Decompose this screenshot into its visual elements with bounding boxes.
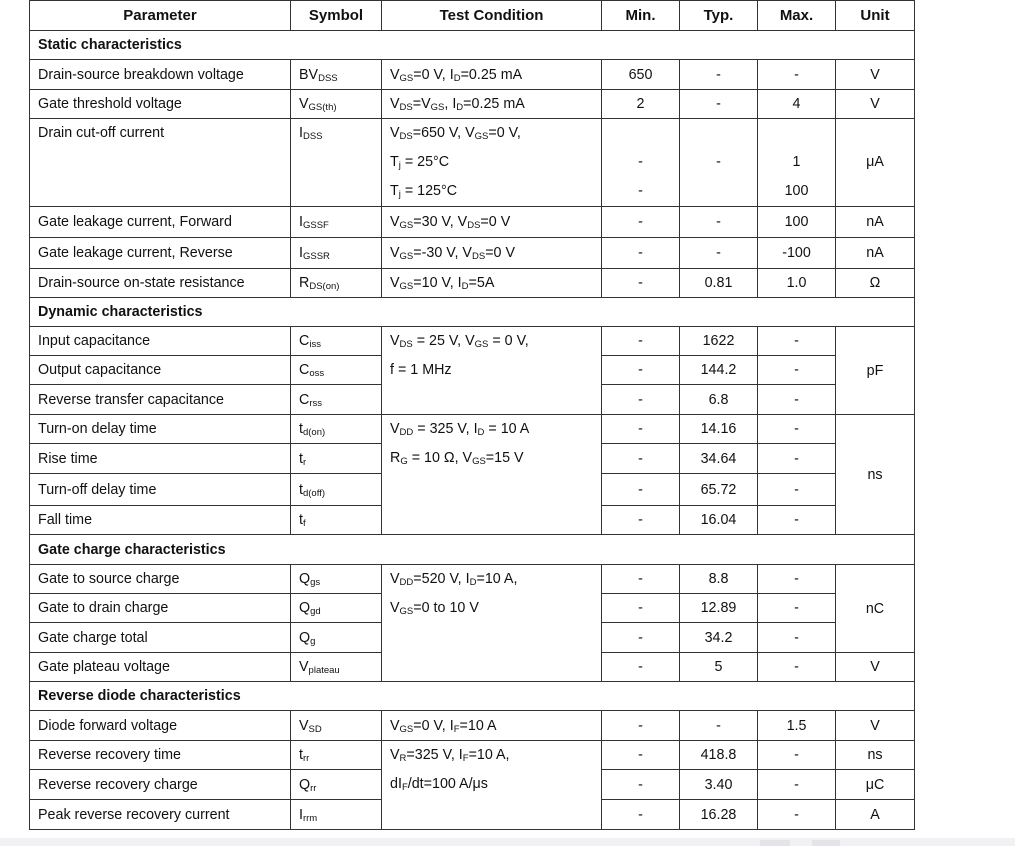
symbol-cell: $Q_{gd}$ [291,594,382,623]
unit-cell: V [836,90,915,119]
symbol-cell: $I_{GSSF}$ [291,207,382,238]
max-cell: - [758,565,836,594]
table-row [30,207,915,238]
param-cell: Diode forward voltage [30,711,291,741]
unit-cell: μC [836,770,915,800]
param-cell: Gate leakage current, Forward [30,207,291,238]
symbol-cell: $V_{plateau}$ [291,653,382,682]
condition-cell: $V_{DS}=650$ V, $V_{GS}=0$ V, $T_j = 25^\circ C$ $T_j = 125^\circ C$ [382,119,602,207]
table-row [30,415,915,444]
col-header-symbol: Symbol [291,1,382,31]
typ-cell: 3.40 [680,770,758,800]
typ-cell: 34.2 [680,623,758,653]
typ-cell: 16.28 [680,800,758,830]
table-row [30,327,915,356]
symbol-cell: $t_{d(on)}$ [291,415,382,444]
min-cell: 650 [602,60,680,90]
max-cell: - [758,444,836,474]
min-cell: - [602,327,680,356]
typ-cell: - [680,60,758,90]
min-cell: - [602,356,680,385]
param-cell: Drain-source breakdown voltage [30,60,291,90]
section-title-static: Static characteristics [30,31,915,60]
symbol-cell: $I_{DSS}$ [291,119,382,207]
typ-cell: 16.04 [680,506,758,535]
unit-cell: V [836,60,915,90]
condition-cell: $V_{DS} = 25$ V, $V_{GS} = 0$ V, f = 1 MHz [382,327,602,415]
max-cell: - [758,356,836,385]
table-row [30,565,915,594]
param-cell: Gate threshold voltage [30,90,291,119]
max-cell: - [758,474,836,506]
min-cell: - [602,653,680,682]
min-cell: 2 [602,90,680,119]
param-cell: Drain cut-off current [30,119,291,207]
unit-cell: ns [836,415,915,535]
max-cell: - [758,770,836,800]
typ-cell: 144.2 [680,356,758,385]
max-cell: 4 [758,90,836,119]
condition-cell: $V_{GS}=30$ V, $V_{DS}=0$ V [382,207,602,238]
param-cell: Reverse recovery charge [30,770,291,800]
max-cell: - [758,741,836,770]
min-cell: - [602,770,680,800]
typ-cell: - [680,90,758,119]
unit-cell: nA [836,207,915,238]
max-cell: - [758,60,836,90]
unit-cell: pF [836,327,915,415]
min-cell: - [602,565,680,594]
min-cell: - - [602,119,680,207]
col-header-test-condition: Test Condition [382,1,602,31]
scroll-indicator [760,840,790,846]
col-header-max: Max. [758,1,836,31]
section-row [30,682,915,711]
condition-cell: $V_{GS}=0$ V, $I_F=10$ A [382,711,602,741]
min-cell: - [602,415,680,444]
typ-cell: 14.16 [680,415,758,444]
symbol-cell: $V_{SD}$ [291,711,382,741]
max-cell: - [758,800,836,830]
symbol-cell: $BV_{DSS}$ [291,60,382,90]
typ-cell: 65.72 [680,474,758,506]
unit-cell: ns [836,741,915,770]
param-cell: Turn-off delay time [30,474,291,506]
unit-cell: μA [836,119,915,207]
min-cell: - [602,800,680,830]
electrical-characteristics-table [29,0,915,830]
param-cell: Rise time [30,444,291,474]
symbol-cell: $I_{GSSR}$ [291,238,382,269]
header-row [30,1,915,31]
symbol-cell: $V_{GS(th)}$ [291,90,382,119]
typ-cell: 34.64 [680,444,758,474]
unit-cell: A [836,800,915,830]
symbol-cell: $C_{oss}$ [291,356,382,385]
section-row [30,535,915,565]
param-cell: Gate leakage current, Reverse [30,238,291,269]
condition-cell: $V_{DD} = 325$ V, $I_D = 10$ A $R_G = 10$ Ω, $V_{GS}=15$ V [382,415,602,535]
col-header-typ: Typ. [680,1,758,31]
max-cell: 1 100 [758,119,836,207]
param-cell: Fall time [30,506,291,535]
table-row [30,238,915,269]
symbol-cell: $I_{rrm}$ [291,800,382,830]
section-row [30,31,915,60]
typ-cell: 1622 [680,327,758,356]
table-row [30,269,915,298]
typ-cell: 5 [680,653,758,682]
max-cell: - [758,327,836,356]
min-cell: - [602,623,680,653]
min-cell: - [602,444,680,474]
condition-cell: $V_{GS}=-30$ V, $V_{DS}=0$ V [382,238,602,269]
max-cell: - [758,653,836,682]
unit-cell: nA [836,238,915,269]
symbol-cell: $R_{DS(on)}$ [291,269,382,298]
typ-cell: 418.8 [680,741,758,770]
max-cell: - [758,415,836,444]
condition-cell: $V_{DD}=520$ V, $I_D=10$ A, $V_{GS}=0$ to 10 V [382,565,602,682]
typ-cell: - [680,238,758,269]
min-cell: - [602,238,680,269]
table-row [30,60,915,90]
unit-cell: V [836,653,915,682]
param-cell: Turn-on delay time [30,415,291,444]
unit-cell: nC [836,565,915,653]
symbol-cell: $Q_g$ [291,623,382,653]
col-header-min: Min. [602,1,680,31]
section-row [30,298,915,327]
typ-cell: - [680,207,758,238]
min-cell: - [602,741,680,770]
col-header-parameter: Parameter [30,1,291,31]
viewer-bottom-bar [0,838,1015,846]
min-cell: - [602,474,680,506]
typ-cell: 12.89 [680,594,758,623]
param-cell: Drain-source on-state resistance [30,269,291,298]
typ-cell: 0.81 [680,269,758,298]
symbol-cell: $C_{iss}$ [291,327,382,356]
typ-cell: - [680,119,758,207]
param-cell: Output capacitance [30,356,291,385]
min-cell: - [602,207,680,238]
param-cell: Gate charge total [30,623,291,653]
min-cell: - [602,711,680,741]
min-cell: - [602,594,680,623]
table-row [30,119,915,207]
max-cell: - [758,385,836,415]
min-cell: - [602,506,680,535]
param-cell: Gate plateau voltage [30,653,291,682]
symbol-cell: $t_{d(off)}$ [291,474,382,506]
param-cell: Gate to drain charge [30,594,291,623]
section-title-reverse-diode: Reverse diode characteristics [30,682,915,711]
max-cell: - [758,623,836,653]
condition-cell: $V_{DS}=V_{GS}$, $I_D=0.25$ mA [382,90,602,119]
symbol-cell: $Q_{rr}$ [291,770,382,800]
symbol-cell: $t_f$ [291,506,382,535]
max-cell: 1.5 [758,711,836,741]
typ-cell: 8.8 [680,565,758,594]
symbol-cell: $Q_{gs}$ [291,565,382,594]
min-cell: - [602,385,680,415]
typ-cell: - [680,711,758,741]
table-row [30,741,915,770]
symbol-cell: $t_{rr}$ [291,741,382,770]
param-cell: Gate to source charge [30,565,291,594]
typ-cell: 6.8 [680,385,758,415]
unit-cell: Ω [836,269,915,298]
condition-cell: $V_{GS}=10$ V, $I_D=5A$ [382,269,602,298]
condition-cell: $V_R=325$ V, $I_F=10$ A, $dI_F/dt=100$ A/μs [382,741,602,830]
param-cell: Peak reverse recovery current [30,800,291,830]
param-cell: Reverse transfer capacitance [30,385,291,415]
max-cell: - [758,594,836,623]
table-row [30,90,915,119]
section-title-gate-charge: Gate charge characteristics [30,535,915,565]
table-row [30,711,915,741]
col-header-unit: Unit [836,1,915,31]
symbol-cell: $t_r$ [291,444,382,474]
symbol-cell: $C_{rss}$ [291,385,382,415]
unit-cell: V [836,711,915,741]
max-cell: 100 [758,207,836,238]
section-title-dynamic: Dynamic characteristics [30,298,915,327]
param-cell: Reverse recovery time [30,741,291,770]
param-cell: Input capacitance [30,327,291,356]
max-cell: 1.0 [758,269,836,298]
max-cell: -100 [758,238,836,269]
max-cell: - [758,506,836,535]
min-cell: - [602,269,680,298]
condition-cell: $V_{GS}=0$ V, $I_D=0.25$ mA [382,60,602,90]
scroll-indicator [812,840,840,846]
